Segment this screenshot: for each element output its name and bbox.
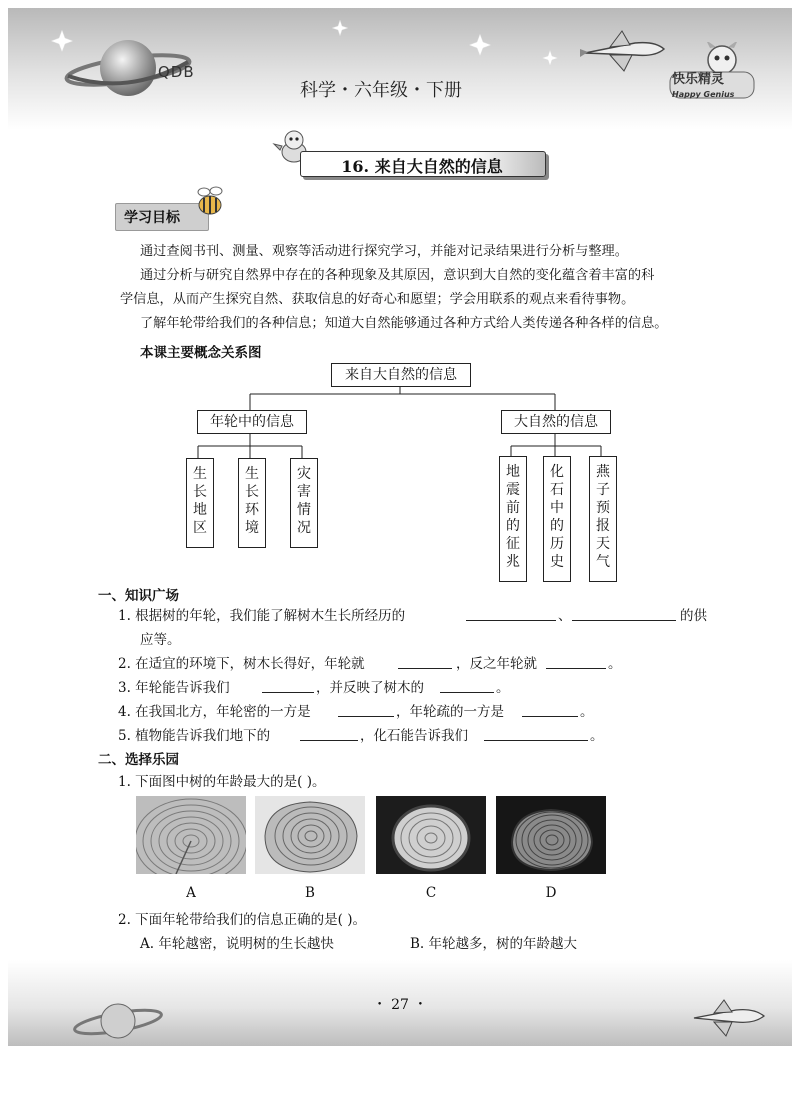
learning-goals-label: 学习目标 xyxy=(124,210,180,226)
tree-ring-image-a xyxy=(136,796,246,874)
question-5-text-end: 。 xyxy=(590,728,604,744)
blank-line[interactable] xyxy=(484,740,588,741)
space-shuttle-icon xyxy=(690,996,770,1040)
blank-line[interactable] xyxy=(262,692,314,693)
series-label: QDB xyxy=(158,63,195,81)
section-1-title: 一、知识广场 xyxy=(98,588,179,604)
question-2-text-mid: ，反之年轮就 xyxy=(456,656,537,672)
question-4-text-mid: ，年轮疏的一方是 xyxy=(396,704,504,720)
goal-paragraph-2b: 学信息，从而产生探究自然、获取信息的好奇心和愿望；学会用联系的观点来看待事物。 xyxy=(120,292,635,307)
planet-icon xyxy=(70,996,180,1046)
blank-line[interactable] xyxy=(398,668,452,669)
tree-ring-image-c xyxy=(376,796,486,874)
concept-root-box: 来自大自然的信息 xyxy=(331,363,471,387)
concept-left-box: 年轮中的信息 xyxy=(197,410,307,434)
section-2-title: 二、选择乐园 xyxy=(98,752,179,768)
question-2-text-end: 。 xyxy=(608,656,622,672)
goal-paragraph-1: 通过查阅书刊、测量、观察等活动进行探究学习，并能对记录结果进行分析与整理。 xyxy=(140,244,628,259)
question-3-text-mid: ，并反映了树木的 xyxy=(316,680,424,696)
question-4-text-end: 。 xyxy=(580,704,594,720)
question-1-text-end: 的供 xyxy=(680,608,707,624)
subject-title: 科学・六年级・下册 xyxy=(300,80,462,101)
image-label: D xyxy=(545,885,557,901)
concept-leaf-box: 生长环境 xyxy=(238,458,266,548)
choice-option-a: A. 年轮越密，说明树的生长越快 xyxy=(140,936,334,952)
question-1-separator: 、 xyxy=(558,608,572,624)
blank-line[interactable] xyxy=(300,740,358,741)
question-3-text-end: 。 xyxy=(496,680,510,696)
blank-line[interactable] xyxy=(546,668,606,669)
question-3-text: 3. 年轮能告诉我们 xyxy=(118,680,230,696)
concept-map-heading: 本课主要概念关系图 xyxy=(140,345,262,361)
goal-paragraph-3: 了解年轮带给我们的各种信息；知道大自然能够通过各种方式给人类传递各种各样的信息。 xyxy=(140,316,668,331)
concept-right-box: 大自然的信息 xyxy=(501,410,611,434)
question-2-text: 2. 在适宜的环境下，树木长得好，年轮就 xyxy=(118,656,365,672)
choice-question-2: 2. 下面年轮带给我们的信息正确的是( )。 xyxy=(118,912,366,928)
tree-ring-image-d xyxy=(496,796,606,874)
concept-leaf-box: 生长地区 xyxy=(186,458,214,548)
choice-option-b: B. 年轮越多，树的年龄越大 xyxy=(410,936,578,952)
question-4-text: 4. 在我国北方，年轮密的一方是 xyxy=(118,704,311,720)
choice-question-1: 1. 下面图中树的年龄最大的是( )。 xyxy=(118,774,326,790)
question-5-text: 5. 植物能告诉我们地下的 xyxy=(118,728,271,744)
concept-leaf-box: 地震前的征兆 xyxy=(499,456,527,582)
blank-line[interactable] xyxy=(522,716,578,717)
question-1-text: 1. 根据树的年轮，我们能了解树木生长所经历的 xyxy=(118,608,406,624)
blank-line[interactable] xyxy=(572,620,676,621)
goal-paragraph-2a: 通过分析与研究自然界中存在的各种现象及其原因，意识到大自然的变化蕴含着丰富的科 xyxy=(140,268,655,283)
image-label: C xyxy=(425,885,437,901)
blank-line[interactable] xyxy=(466,620,556,621)
question-1-continued: 应等。 xyxy=(140,632,181,648)
blank-line[interactable] xyxy=(338,716,394,717)
lesson-title: 16. 来自大自然的信息 xyxy=(341,157,503,176)
concept-leaf-box: 化石中的历史 xyxy=(543,456,571,582)
page-number: ・ 27 ・ xyxy=(372,997,428,1013)
image-label: B xyxy=(305,885,315,901)
concept-leaf-box: 灾害情况 xyxy=(290,458,318,548)
blank-line[interactable] xyxy=(440,692,494,693)
concept-leaf-box: 燕子预报天气 xyxy=(589,456,617,582)
tree-ring-image-b xyxy=(255,796,365,874)
image-label: A xyxy=(186,885,196,901)
brand-logo-text: 快乐精灵 Happy Genius xyxy=(672,72,735,99)
question-5-text-mid: ，化石能告诉我们 xyxy=(360,728,468,744)
